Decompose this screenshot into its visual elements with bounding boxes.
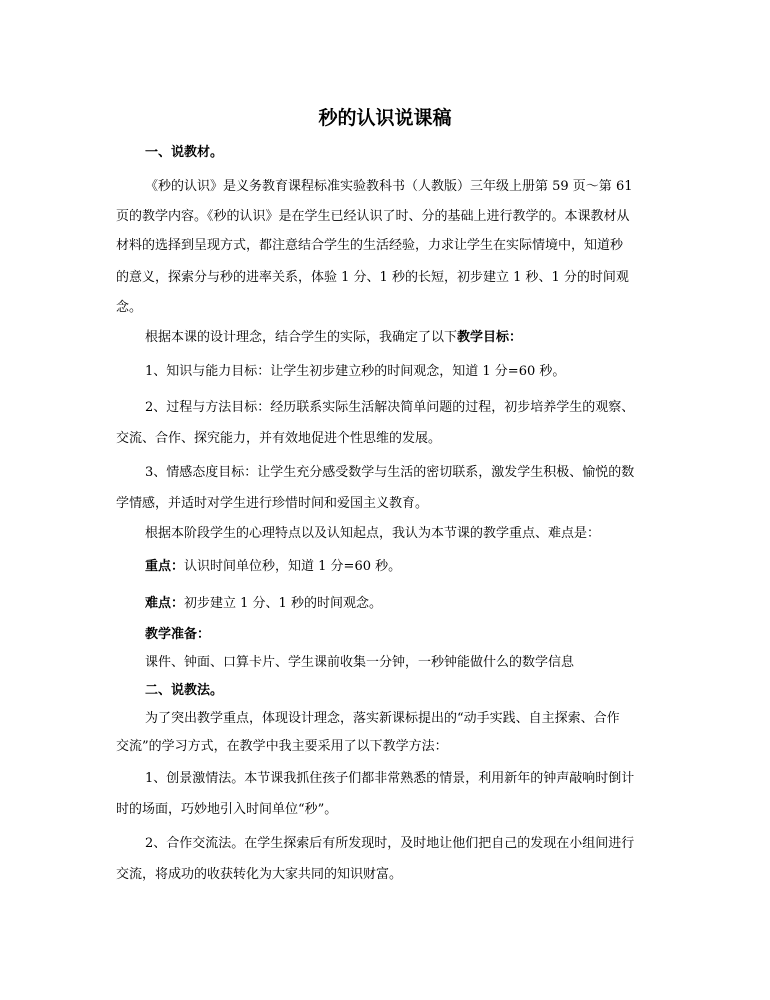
key-point-label: 重点： bbox=[145, 559, 185, 574]
teaching-goals-intro-text: 根据本课的设计理念，结合学生的实际，我确定了以下 bbox=[145, 330, 458, 345]
paragraph-line: 的意义，探索分与秒的进率关系，体验 1 分、1 秒的长短，初步建立 1 秒、1 分的时间观 bbox=[116, 270, 629, 285]
paragraph-line: 念。 bbox=[116, 300, 143, 315]
paragraph-line: 《秒的认识》是义务教育课程标准实验教科书（人教版）三年级上册第 59 页～第 61 bbox=[145, 179, 633, 194]
section-heading-textbook: 一、说教材。 bbox=[145, 145, 224, 160]
key-points-intro: 根据本阶段学生的心理特点以及认知起点，我认为本节课的教学重点、难点是： bbox=[145, 526, 601, 541]
teaching-goals-label: 教学目标： bbox=[457, 330, 523, 345]
paragraph-line: 材料的选择到呈现方式，都注意结合学生的生活经验，力求让学生在实际情境中，知道秒 bbox=[116, 238, 624, 253]
goal-process-continued: 交流、合作、探究能力，并有效地促进个性思维的发展。 bbox=[116, 431, 442, 446]
teaching-goals-intro bbox=[145, 328, 522, 348]
paragraph-line: 为了突出教学重点，体现设计理念，落实新课标提出的“动手实践、自主探索、合作 bbox=[145, 711, 620, 726]
preparation-text: 课件、钟面、口算卡片、学生课前收集一分钟，一秒钟能做什么的数学信息 bbox=[145, 655, 575, 670]
difficult-point bbox=[145, 594, 382, 614]
difficult-point-text: 初步建立 1 分、1 秒的时间观念。 bbox=[184, 596, 382, 611]
method-cooperation-continued: 交流，将成功的收获转化为大家共同的知识财富。 bbox=[116, 867, 403, 882]
goal-emotion-continued: 学情感，并适时对学生进行珍惜时间和爱国主义教育。 bbox=[116, 496, 429, 511]
goal-knowledge: 1、知识与能力目标：让学生初步建立秒的时间观念，知道 1 分=60 秒。 bbox=[145, 364, 566, 379]
key-point-text: 认识时间单位秒，知道 1 分=60 秒。 bbox=[184, 559, 402, 574]
preparation-heading: 教学准备： bbox=[145, 627, 211, 642]
method-scene: 1、创景激情法。本节课我抓住孩子们都非常熟悉的情景，利用新年的钟声敲响时倒计 bbox=[145, 771, 635, 786]
document-title: 秒的认识说课稿 bbox=[318, 107, 452, 129]
goal-process: 2、过程与方法目标：经历联系实际生活解决简单问题的过程，初步培养学生的观察、 bbox=[145, 400, 635, 415]
difficult-point-label: 难点： bbox=[145, 596, 185, 611]
goal-emotion: 3、情感态度目标：让学生充分感受数学与生活的密切联系，激发学生积极、愉悦的数 bbox=[145, 465, 635, 480]
method-scene-continued: 时的场面，巧妙地引入时间单位“秒”。 bbox=[116, 802, 338, 817]
method-cooperation: 2、合作交流法。在学生探索后有所发现时，及时地让他们把自己的发现在小组间进行 bbox=[145, 836, 635, 851]
section-heading-methods: 二、说教法。 bbox=[145, 683, 224, 698]
paragraph-line: 交流”的学习方式，在教学中我主要采用了以下教学方法： bbox=[116, 739, 448, 754]
paragraph-line: 页的教学内容。《秒的认识》是在学生已经认识了时、分的基础上进行教学的。本课教材从 bbox=[116, 209, 630, 224]
key-point bbox=[145, 557, 401, 577]
